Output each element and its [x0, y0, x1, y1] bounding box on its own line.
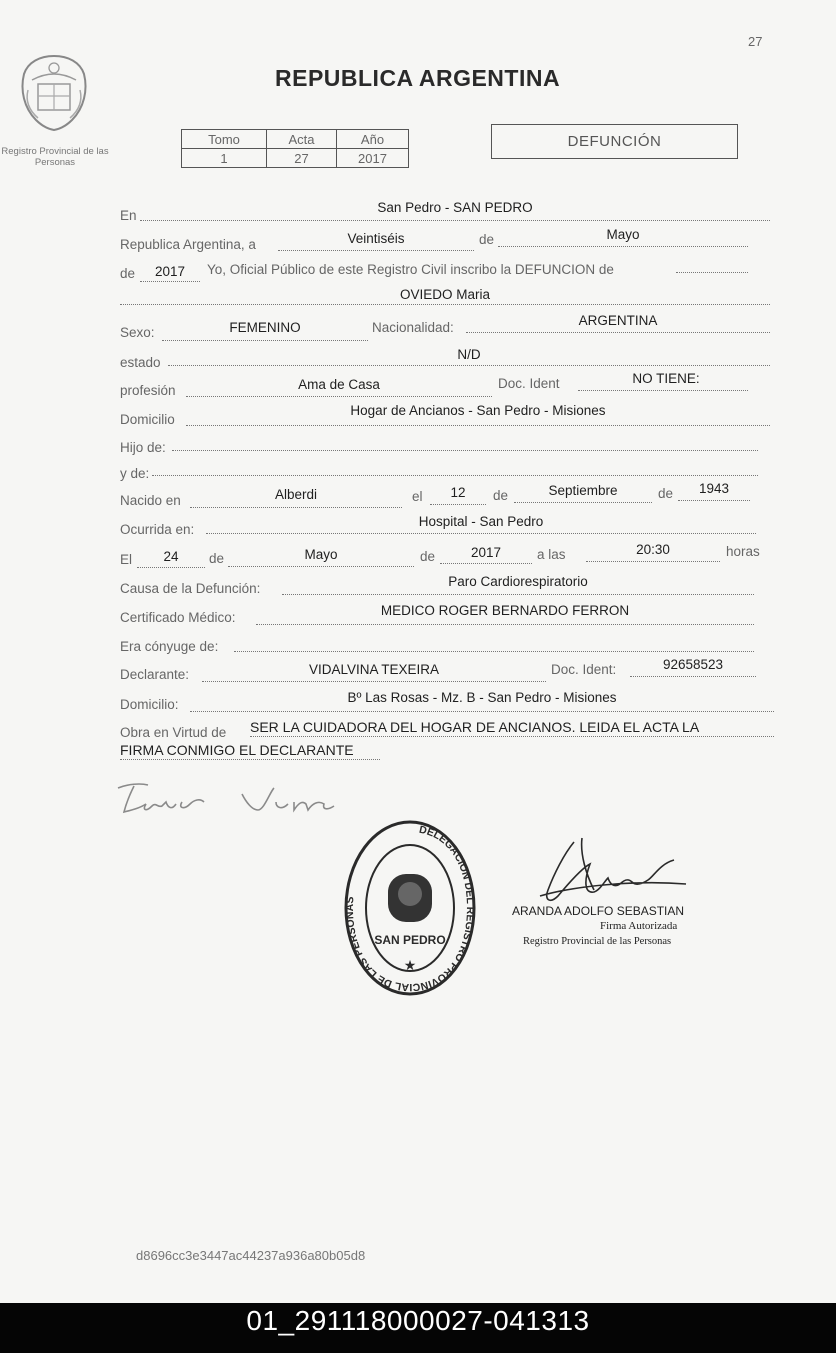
- label-domicilio-declarante: Domicilio:: [120, 697, 179, 712]
- label-certificado: Certificado Médico:: [120, 610, 236, 625]
- label-nacido-en: Nacido en: [120, 493, 181, 508]
- label-causa: Causa de la Defunción:: [120, 581, 261, 596]
- table-header-anio: Año: [337, 130, 409, 149]
- label-doc-ident-declarante: Doc. Ident:: [551, 662, 617, 677]
- official-name: ARANDA ADOLFO SEBASTIAN: [512, 904, 685, 918]
- declarant-signature: [112, 780, 342, 820]
- field-nac-mes: Septiembre: [548, 483, 618, 498]
- document-type-box: DEFUNCIÓN: [491, 124, 738, 159]
- official-title: Firma Autorizada: [600, 920, 678, 932]
- field-dia-texto: Veintiséis: [347, 231, 405, 246]
- field-nacido-en: Alberdi: [274, 487, 318, 502]
- svg-text:SAN PEDRO: SAN PEDRO: [374, 933, 446, 947]
- field-declarante-doc: 92658523: [662, 657, 724, 672]
- label-sexo: Sexo:: [120, 325, 155, 340]
- table-header-tomo: Tomo: [182, 130, 267, 149]
- label-profesion: profesión: [120, 383, 176, 398]
- registry-table: [181, 129, 409, 168]
- label-de-6: de: [420, 549, 436, 564]
- footer-code: 01_291118000027-041313: [246, 1305, 590, 1336]
- field-estado: N/D: [457, 347, 481, 362]
- provincial-emblem-icon: [14, 50, 94, 134]
- field-domicilio: Hogar de Ancianos - San Pedro - Misiones: [350, 403, 606, 418]
- field-causa: Paro Cardiorespiratorio: [448, 574, 588, 589]
- label-de-5: de: [209, 551, 225, 566]
- label-ocurrida-en: Ocurrida en:: [120, 522, 195, 537]
- field-nombre: OVIEDO Maria: [399, 287, 491, 302]
- field-def-dia: 24: [163, 549, 179, 564]
- label-estado: estado: [120, 355, 161, 370]
- svg-text:★: ★: [403, 957, 417, 973]
- label-de-1: de: [479, 232, 495, 247]
- label-nacionalidad: Nacionalidad:: [372, 320, 454, 335]
- field-ocurrida-en: Hospital - San Pedro: [418, 514, 544, 529]
- field-sexo: FEMENINO: [229, 320, 301, 335]
- field-lugar: San Pedro - SAN PEDRO: [377, 200, 533, 215]
- official-org: Registro Provincial de las Personas: [523, 936, 672, 947]
- field-nac-anio: 1943: [698, 481, 730, 496]
- svg-text:DELEGACION DEL REGISTRO PROVIN: DELEGACION DEL REGISTRO PROVINCIAL DE LAS PERSONAS: [343, 823, 477, 994]
- field-def-anio: 2017: [470, 545, 502, 560]
- field-nacionalidad: ARGENTINA: [578, 313, 658, 328]
- field-certificado: MEDICO ROGER BERNARDO FERRON: [380, 603, 630, 618]
- label-hijo-de: Hijo de:: [120, 440, 166, 455]
- field-hora: 20:30: [636, 542, 670, 557]
- table-cell-acta: 27: [267, 149, 337, 168]
- document-hash: d8696cc3e3447ac44237a936a80b05d8: [136, 1248, 366, 1263]
- label-yo-text: Yo, Oficial Público de este Registro Civil inscribo la DEFUNCION de: [207, 262, 614, 277]
- field-def-mes: Mayo: [304, 547, 338, 562]
- page-title: REPUBLICA ARGENTINA: [275, 65, 561, 91]
- label-en: En: [120, 208, 137, 223]
- field-obra-line2: FIRMA CONMIGO EL DECLARANTE: [120, 742, 354, 758]
- label-republica: Republica Argentina, a: [120, 237, 256, 252]
- label-el: el: [412, 489, 423, 504]
- field-doc-ident: NO TIENE:: [632, 371, 700, 386]
- table-cell-anio: 2017: [337, 149, 409, 168]
- field-declarante-domicilio: Bº Las Rosas - Mz. B - San Pedro - Misiones: [347, 690, 617, 705]
- label-obra: Obra en Virtud de: [120, 725, 227, 740]
- label-de-3: de: [493, 488, 509, 503]
- label-a-las: a las: [537, 547, 566, 562]
- label-El: El: [120, 552, 133, 567]
- label-domicilio: Domicilio: [120, 412, 175, 427]
- label-conyuge: Era cónyuge de:: [120, 639, 219, 654]
- label-declarante: Declarante:: [120, 667, 190, 682]
- table-cell-tomo: 1: [182, 149, 267, 168]
- registry-seal-icon: [343, 818, 477, 998]
- label-de-2: de: [120, 266, 136, 281]
- label-horas: horas: [726, 544, 760, 559]
- table-header-acta: Acta: [267, 130, 337, 149]
- field-profesion: Ama de Casa: [298, 377, 380, 392]
- field-mes: Mayo: [606, 227, 640, 242]
- field-anio: 2017: [154, 264, 186, 279]
- label-y-de: y de:: [120, 466, 150, 481]
- field-obra-line1: SER LA CUIDADORA DEL HOGAR DE ANCIANOS. LEIDA EL ACTA LA: [250, 719, 700, 735]
- field-declarante: VIDALVINA TEXEIRA: [308, 662, 440, 677]
- label-doc-ident: Doc. Ident: [498, 376, 560, 391]
- emblem-label: Registro Provincial de las Personas: [1, 146, 109, 168]
- field-nac-dia: 12: [450, 485, 466, 500]
- page-number: 27: [748, 34, 763, 49]
- label-de-4: de: [658, 486, 674, 501]
